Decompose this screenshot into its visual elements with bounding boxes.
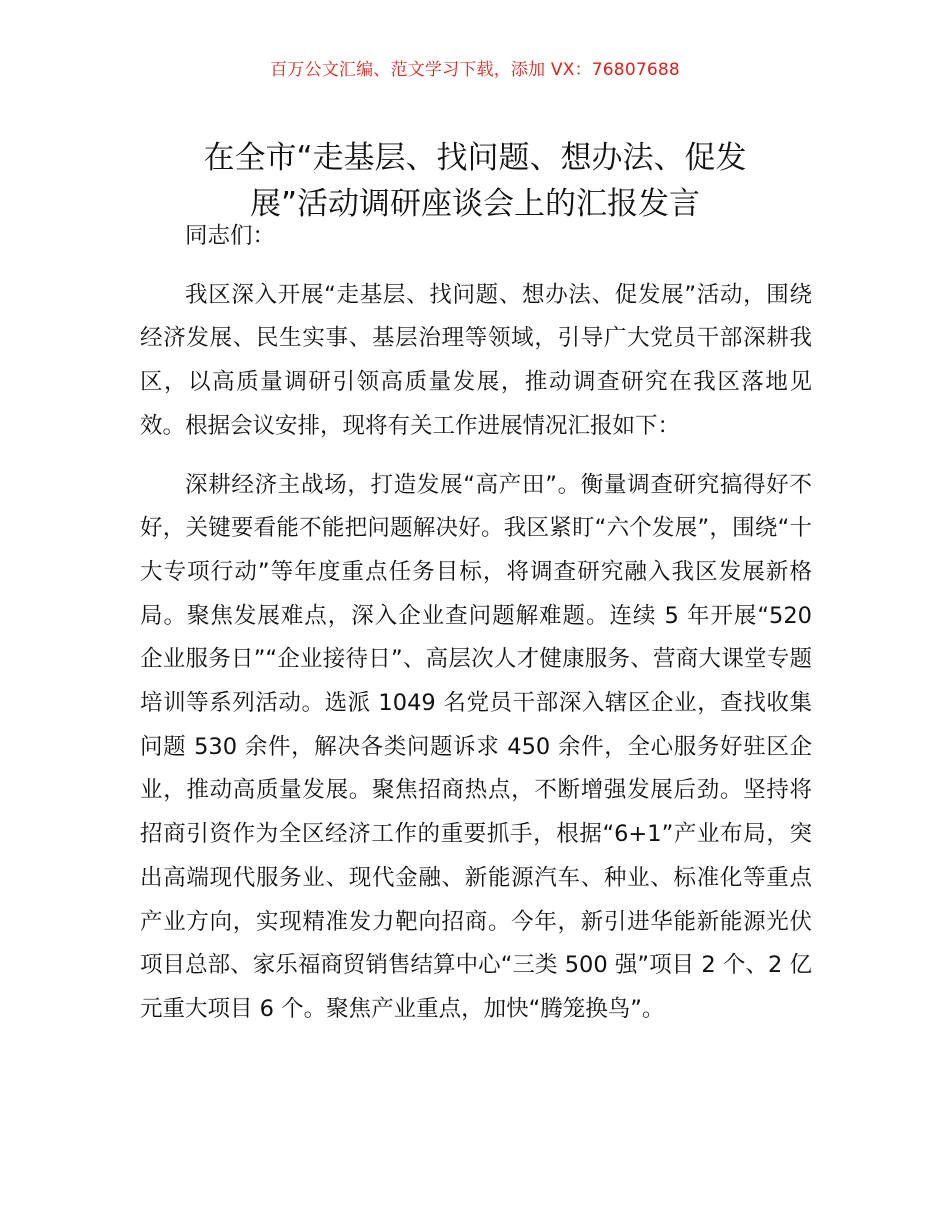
salutation: 同志们： [185,223,276,249]
paragraph-economy: 深耕经济主战场，打造发展“高产田”。衡量调查研究搞得好不好，关键要看能不能把问题解决好。我区紧盯“六个发展”，围绕“十大专项行动”等年度重点任务目标，将调查研究融入我区发展新格局。聚焦发展难点，深入企业查问题解难题。连续 5 年开展“520 企业服务日”“企业接待日”、高层次人才健康服务、营商大课堂专题培训等系列活动。选派 1049 名党员干部深入辖区企业，查找收集问题 530 余件，解决各类问题诉求 450 余件，全心服务好驻区企业，推动高质量发展。聚焦招商热点，不断增强发展后劲。坚持将招商引资作为全区经济工作的重要抓手，根据“6+1”产业布局，突出高端现代服务业、现代金融、新能源汽车、种业、标准化等重点产业方向，实现精准发力靶向招商。今年，新引进华能新能源光伏项目总部、家乐福商贸销售结算中心“三类 500 强”项目 2 个、2 亿元重大项目 6 个。聚焦产业重点，加快“腾笼换鸟”。 [140,471,812,1022]
header-watermark-note: 百万公文汇编、范文学习下载，添加 VX：76807688 [270,60,680,80]
title-line-1: 在全市“走基层、找问题、想办法、促发 [203,139,747,176]
title-line-2: 展”活动调研座谈会上的汇报发言 [249,185,701,222]
paragraph-intro: 我区深入开展“走基层、找问题、想办法、促发展”活动，围绕经济发展、民生实事、基层治理等领域，引导广大党员干部深耕我区，以高质量调研引领高质量发展，推动调查研究在我区落地见效。根据会议安排，现将有关工作进展情况汇报如下： [140,281,812,439]
document-body [140,215,812,1032]
document-title [150,135,800,227]
